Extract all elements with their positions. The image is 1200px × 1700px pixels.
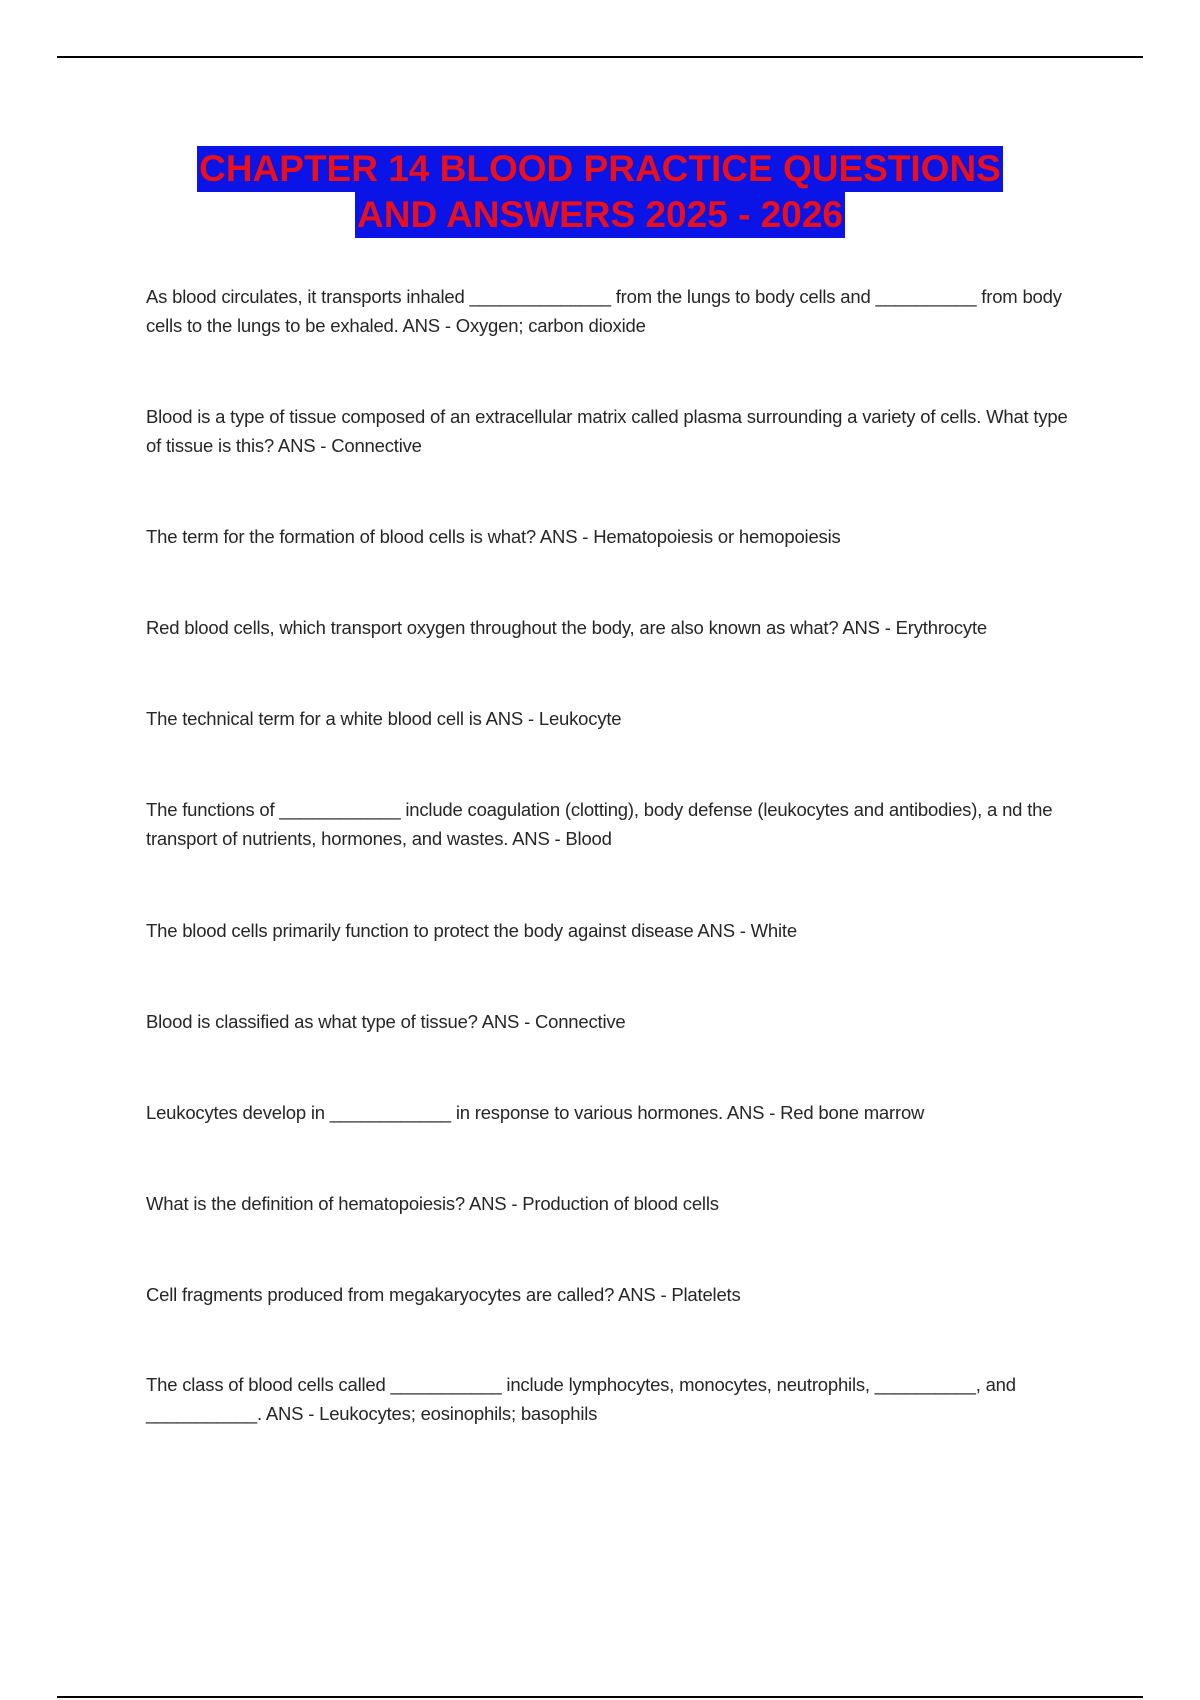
question-6: The functions of ____________ include coagulation (clotting), body defense (leukocytes and antibodies), a nd the transport of nutrients, hormones, and wastes. ANS - Blood xyxy=(146,799,1053,849)
question-12: The class of blood cells called ___________ include lymphocytes, monocytes, neutrophils, __________, and ___________. ANS - Leukocytes; eosinophils; basophils xyxy=(146,1374,1016,1424)
question-7: The blood cells primarily function to protect the body against disease ANS - White xyxy=(146,920,797,941)
question-8: Blood is classified as what type of tissue? ANS - Connective xyxy=(146,1011,626,1032)
question-10: What is the definition of hematopoiesis? ANS - Production of blood cells xyxy=(146,1193,719,1214)
question-5: The technical term for a white blood cell is ANS - Leukocyte xyxy=(146,708,622,729)
question-2: Blood is a type of tissue composed of an extracellular matrix called plasma surrounding a variety of cells. What type of tissue is this? ANS - Connective xyxy=(146,406,1068,456)
title-line-1: CHAPTER 14 BLOOD PRACTICE QUESTIONS xyxy=(197,146,1003,192)
question-4: Red blood cells, which transport oxygen throughout the body, are also known as what? ANS - Erythrocyte xyxy=(146,617,988,638)
question-9: Leukocytes develop in ____________ in response to various hormones. ANS - Red bone marrow xyxy=(146,1102,925,1123)
question-3: The term for the formation of blood cells is what? ANS - Hematopoiesis or hemopoiesis xyxy=(146,526,841,547)
question-11: Cell fragments produced from megakaryocytes are called? ANS - Platelets xyxy=(146,1284,741,1305)
bottom-rule xyxy=(57,1696,1143,1698)
document-title xyxy=(0,146,1200,238)
top-rule xyxy=(57,56,1143,58)
title-line-2: AND ANSWERS 2025 - 2026 xyxy=(355,192,845,238)
question-1: As blood circulates, it transports inhaled ______________ from the lungs to body cells and __________ from body cells to the lungs to be exhaled. ANS - Oxygen; carbon dioxide xyxy=(146,286,1062,336)
